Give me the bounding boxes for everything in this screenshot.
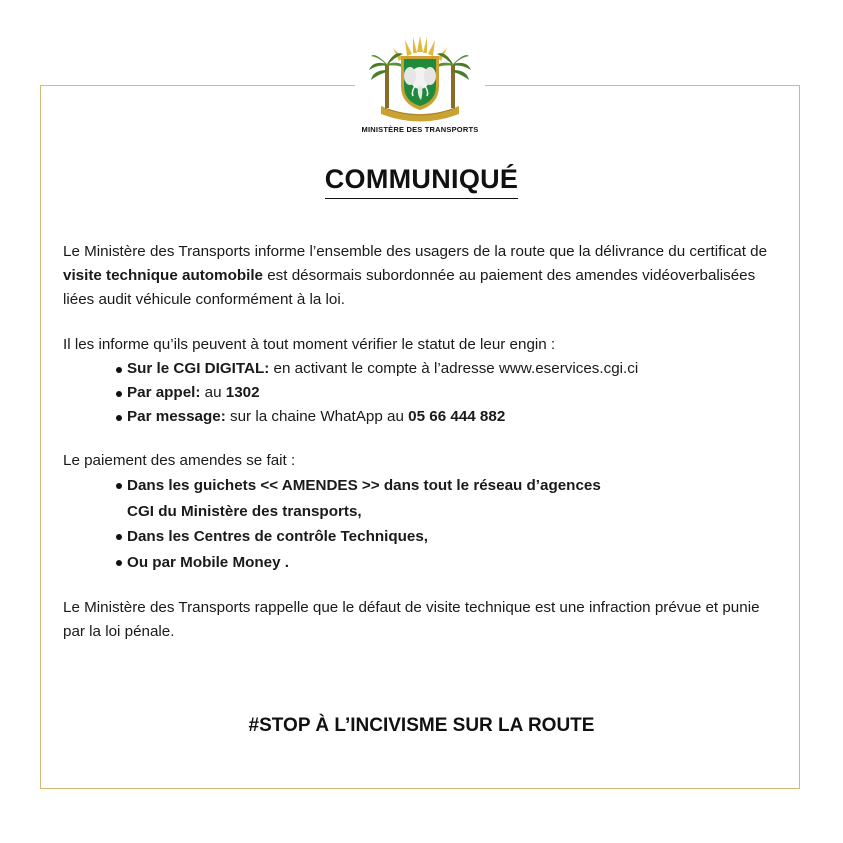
payment-methods-list	[63, 473, 785, 575]
coat-of-arms-icon	[365, 34, 475, 124]
payment-method-continuation: CGI du Ministère des transports,	[127, 502, 362, 520]
list-item	[116, 473, 785, 524]
intro-text-1: Le Ministère des Transports informe l’ensemble des usagers de la route que la délivrance du certificat de	[63, 243, 768, 260]
page-title-wrap	[0, 164, 843, 199]
page-title: COMMUNIQUÉ	[325, 164, 519, 199]
check-method-text: en activant le compte à l’adresse www.eservices.cgi.ci	[269, 360, 639, 377]
check-method-text: sur la chaine WhatApp au	[225, 408, 409, 425]
ministry-emblem	[355, 34, 485, 142]
check-intro-paragraph: Il les informe qu’ils peuvent à tout moment vérifier le statut de leur engin :	[63, 336, 556, 353]
list-item	[116, 405, 785, 429]
payment-method-text: Dans les guichets << AMENDES >> dans tout le réseau d’agences	[127, 477, 601, 494]
check-method-label: Sur le CGI DIGITAL:	[127, 360, 270, 377]
list-item	[116, 524, 785, 550]
check-method-value: 05 66 444 882	[408, 408, 506, 425]
payment-method-text: Dans les Centres de contrôle Techniques,	[127, 528, 429, 545]
hashtag-slogan: #STOP À L’INCIVISME SUR LA ROUTE	[248, 715, 595, 736]
check-method-label: Par message:	[127, 408, 226, 425]
closing-paragraph: Le Ministère des Transports rappelle que le défaut de visite technique est une infraction prévue et punie par la loi pénale.	[63, 599, 760, 640]
intro-bold-text: visite technique automobile	[63, 267, 264, 284]
list-item	[116, 381, 785, 405]
intro-text-2: est désormais subordonnée au paiement des amendes vidéoverbalisées liées audit véhicule conformément à la loi.	[63, 267, 756, 308]
check-methods-list	[63, 357, 785, 429]
payment-method-text: Ou par Mobile Money .	[127, 553, 290, 571]
ministry-label: MINISTÈRE DES TRANSPORTS	[361, 125, 479, 134]
list-item	[116, 550, 785, 576]
check-method-label: Par appel:	[127, 384, 201, 401]
check-method-value: 1302	[225, 384, 260, 401]
communique-body	[63, 240, 785, 644]
payment-intro-paragraph: Le paiement des amendes se fait :	[63, 452, 296, 469]
intro-paragraph	[63, 240, 785, 312]
check-method-text: au	[200, 384, 226, 401]
list-item	[116, 357, 785, 381]
